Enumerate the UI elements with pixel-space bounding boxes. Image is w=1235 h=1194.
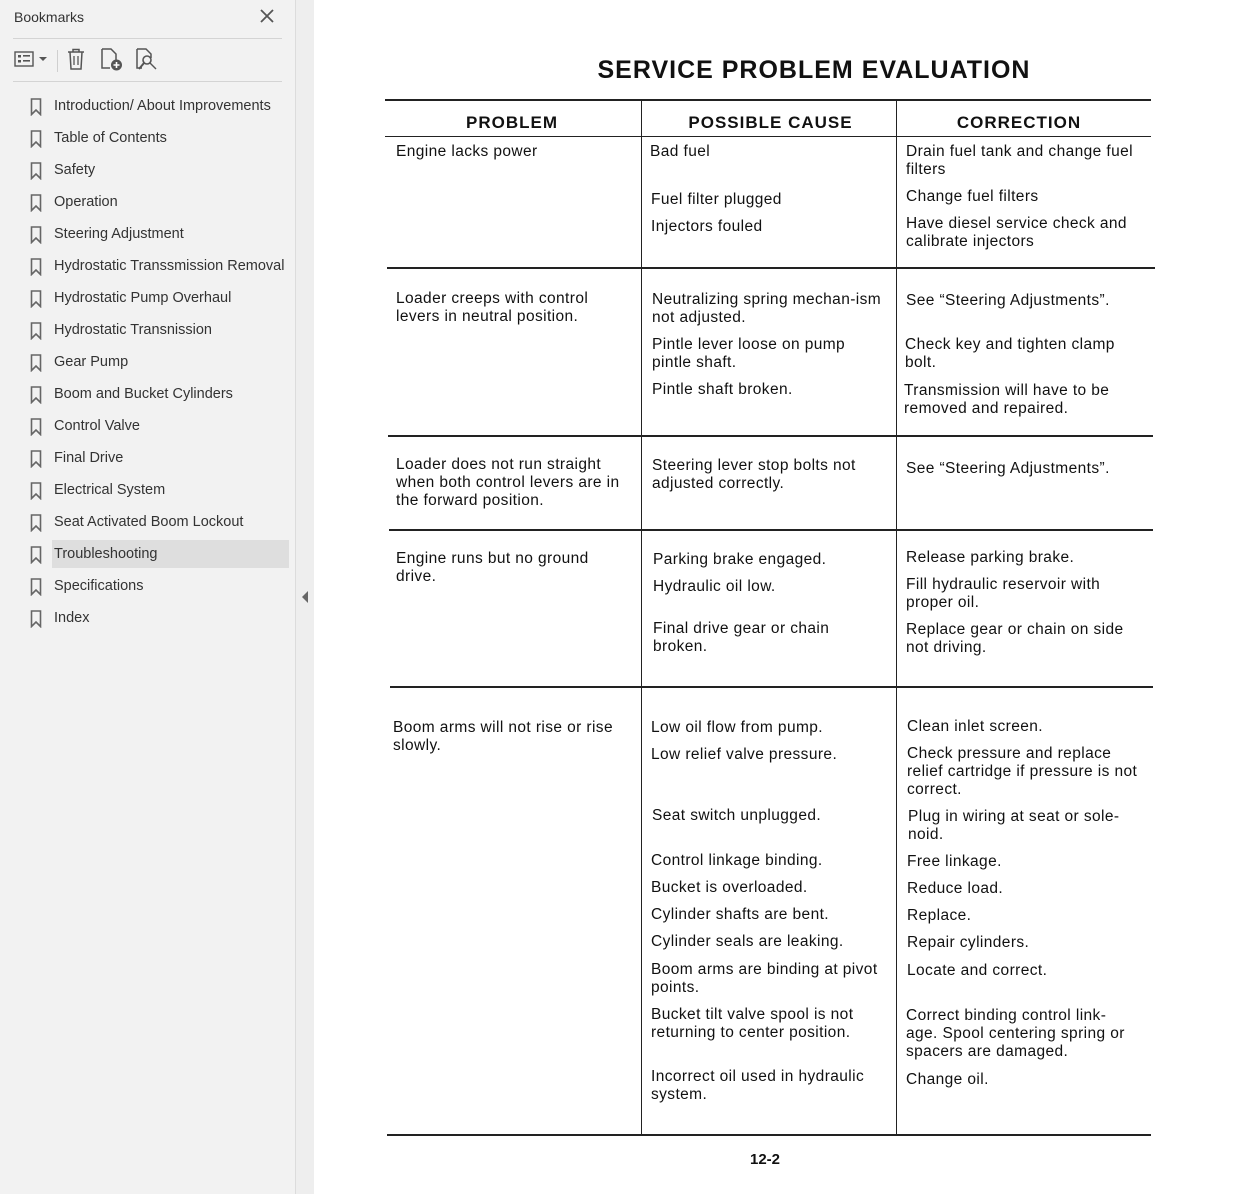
cause-cell: Injectors fouled	[651, 218, 763, 235]
bookmark-label: Hydrostatic Transsmission Removal	[54, 258, 285, 274]
close-icon[interactable]	[257, 6, 277, 26]
cause-cell: Neutralizing spring mechan-ism not adjusted.	[652, 291, 882, 326]
table-rule	[387, 267, 1155, 269]
cause-cell: Parking brake engaged.	[653, 551, 827, 568]
correction-cell: Reduce load.	[907, 880, 1004, 897]
cause-cell: Hydraulic oil low.	[653, 578, 776, 595]
correction-cell: Change oil.	[906, 1071, 989, 1088]
problem-cell: Loader does not run straight when both control levers are in the forward position.	[396, 456, 620, 509]
cause-cell: Final drive gear or chain broken.	[653, 620, 830, 655]
correction-cell: Fill hydraulic reservoir with proper oil.	[906, 576, 1101, 611]
cause-cell: Seat switch unplugged.	[652, 807, 822, 824]
correction-cell: Correct binding control link-age. Spool centering spring or spacers are damaged.	[906, 1007, 1125, 1060]
bookmark-icon	[30, 610, 42, 628]
bookmark-search-icon	[133, 46, 159, 77]
correction-cell: Drain fuel tank and change fuel filters	[906, 143, 1133, 178]
document-page[interactable]	[314, 0, 1235, 1194]
problem-cell: Boom arms will not rise or rise slowly.	[393, 719, 613, 754]
add-bookmark-icon	[98, 46, 124, 77]
bookmark-item[interactable]	[26, 444, 289, 472]
problem-cell: Engine lacks power	[396, 143, 538, 160]
table-rule	[385, 99, 1151, 101]
bookmark-label: Electrical System	[54, 482, 166, 498]
bookmark-label: Table of Contents	[54, 130, 167, 146]
correction-cell: Transmission will have to be removed and repaired.	[904, 382, 1110, 417]
correction-cell: Plug in wiring at seat or sole-noid.	[908, 808, 1120, 843]
column-header-correction: CORRECTION	[956, 113, 1082, 132]
cause-cell: Incorrect oil used in hydraulic system.	[651, 1068, 865, 1103]
bookmark-icon	[30, 514, 42, 532]
bookmark-icon	[30, 482, 42, 500]
bookmark-label: Final Drive	[54, 450, 124, 466]
bookmarks-panel	[0, 0, 296, 1194]
bookmark-icon	[30, 418, 42, 436]
bookmark-item[interactable]	[26, 284, 289, 312]
column-header-problem: PROBLEM	[466, 113, 558, 132]
new-bookmark-button[interactable]	[97, 47, 125, 75]
bookmark-icon	[30, 450, 42, 468]
bookmark-icon	[30, 386, 42, 404]
bookmark-label: Safety	[54, 162, 96, 178]
bookmark-label: Boom and Bucket Cylinders	[54, 386, 233, 402]
divider	[13, 38, 282, 39]
collapse-panel-icon[interactable]	[300, 590, 310, 604]
bookmark-item[interactable]	[26, 380, 289, 408]
correction-cell: Free linkage.	[907, 853, 1002, 870]
cause-cell: Low oil flow from pump.	[651, 719, 824, 736]
bookmark-icon	[30, 226, 42, 244]
bookmark-label: Steering Adjustment	[54, 226, 184, 242]
bookmark-icon	[30, 546, 42, 564]
table-rule	[389, 529, 1153, 531]
bookmarks-panel-title: Bookmarks	[14, 9, 85, 25]
list-options-icon	[13, 49, 49, 74]
cause-cell: Boom arms are binding at pivot points.	[651, 961, 878, 996]
bookmark-item[interactable]	[26, 508, 289, 536]
bookmark-label: Gear Pump	[54, 354, 129, 370]
cause-cell: Control linkage binding.	[651, 852, 823, 869]
correction-cell: Change fuel filters	[906, 188, 1039, 205]
bookmark-label: Specifications	[54, 578, 144, 594]
bookmark-item[interactable]	[26, 604, 289, 632]
bookmark-icon	[30, 578, 42, 596]
table-rule	[388, 435, 1153, 437]
page-title: SERVICE PROBLEM EVALUATION	[597, 56, 1031, 84]
correction-cell: Check pressure and replace relief cartridge if pressure is not correct.	[907, 745, 1138, 798]
toolbar-divider	[57, 50, 58, 72]
table-rule	[387, 1134, 1151, 1136]
cause-cell: Pintle lever loose on pump pintle shaft.	[652, 336, 846, 371]
cause-cell: Low relief valve pressure.	[651, 746, 838, 763]
cause-cell: Cylinder shafts are bent.	[651, 906, 830, 923]
bookmark-item[interactable]	[26, 316, 289, 344]
cause-cell: Pintle shaft broken.	[652, 381, 793, 398]
table-rule	[390, 686, 1153, 688]
correction-cell: Replace gear or chain on side not driving.	[906, 621, 1124, 656]
table-rule	[385, 136, 1151, 137]
bookmark-label: Introduction/ About Improvements	[54, 98, 271, 114]
delete-bookmark-button[interactable]	[64, 47, 88, 75]
correction-cell: Clean inlet screen.	[907, 718, 1043, 735]
correction-cell: See “Steering Adjustments”.	[906, 460, 1110, 477]
bookmark-item[interactable]	[26, 252, 289, 280]
bookmark-item[interactable]	[26, 188, 289, 216]
cause-cell: Cylinder seals are leaking.	[651, 933, 844, 950]
column-header-possible-cause: POSSIBLE CAUSE	[688, 113, 853, 132]
bookmark-icon	[30, 322, 42, 340]
correction-cell: Locate and correct.	[907, 962, 1048, 979]
cause-cell: Steering lever stop bolts not adjusted correctly.	[652, 457, 856, 492]
bookmark-item[interactable]	[26, 476, 289, 504]
divider	[13, 81, 282, 82]
trash-icon	[65, 47, 87, 76]
page-number: 12-2	[750, 1151, 781, 1168]
correction-cell: Replace.	[907, 907, 972, 924]
bookmark-item[interactable]	[26, 412, 289, 440]
bookmark-item[interactable]	[26, 220, 289, 248]
bookmark-item-selected[interactable]	[26, 540, 289, 568]
bookmark-label: Hydrostatic Pump Overhaul	[54, 290, 232, 306]
cause-cell: Bucket is overloaded.	[651, 879, 808, 896]
cause-cell: Fuel filter plugged	[651, 191, 782, 208]
correction-cell: Repair cylinders.	[907, 934, 1030, 951]
bookmark-label: Control Valve	[54, 418, 140, 434]
column-divider	[641, 100, 642, 1135]
bookmark-item[interactable]	[26, 156, 289, 184]
bookmark-item[interactable]	[26, 348, 289, 376]
bookmark-label: Operation	[54, 194, 118, 210]
bookmark-item[interactable]	[26, 124, 289, 152]
bookmark-settings-button[interactable]	[132, 47, 160, 75]
cause-cell: Bad fuel	[650, 143, 711, 160]
bookmark-icon	[30, 162, 42, 180]
bookmark-icon	[30, 354, 42, 372]
problem-cell: Loader creeps with control levers in neutral position.	[396, 290, 589, 325]
bookmark-item[interactable]	[26, 572, 289, 600]
column-divider	[896, 100, 897, 1135]
bookmark-icon	[30, 258, 42, 276]
correction-cell: Check key and tighten clamp bolt.	[905, 336, 1115, 371]
cause-cell: Bucket tilt valve spool is not returning to center position.	[651, 1006, 854, 1041]
bookmark-icon	[30, 194, 42, 212]
bookmark-item[interactable]	[26, 92, 289, 120]
bookmark-label: Seat Activated Boom Lockout	[54, 514, 244, 530]
bookmark-icon	[30, 130, 42, 148]
bookmark-icon	[30, 98, 42, 116]
problem-cell: Engine runs but no ground drive.	[396, 550, 589, 585]
bookmark-options-button[interactable]	[12, 47, 50, 75]
bookmark-label: Hydrostatic Transnission	[54, 322, 212, 338]
correction-cell: Have diesel service check and calibrate injectors	[906, 215, 1127, 250]
correction-cell: See “Steering Adjustments”.	[906, 292, 1110, 309]
bookmark-label: Troubleshooting	[52, 540, 289, 568]
correction-cell: Release parking brake.	[906, 549, 1075, 566]
bookmark-icon	[30, 290, 42, 308]
bookmark-label: Index	[54, 610, 90, 626]
